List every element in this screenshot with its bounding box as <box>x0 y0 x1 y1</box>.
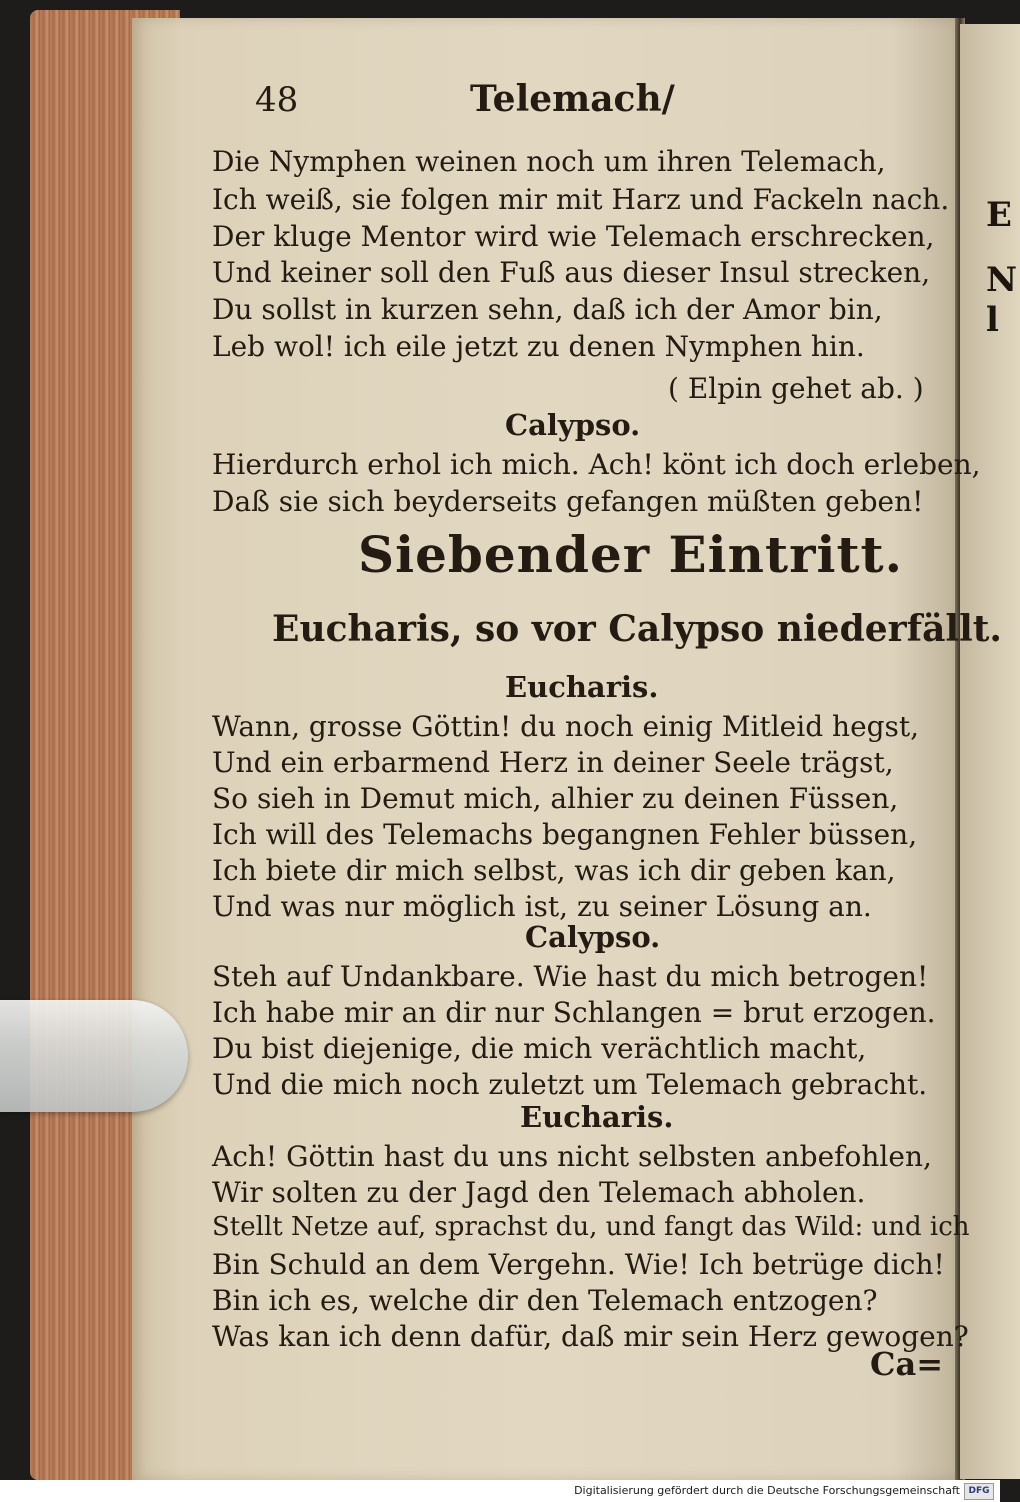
speaker-name: Eucharis. <box>520 1100 674 1134</box>
verse-line: Daß sie sich beyderseits gefangen müßten geben! <box>212 485 924 518</box>
speaker-name: Eucharis. <box>505 670 659 704</box>
running-title: Telemach/ <box>470 78 675 120</box>
facing-page-fragment: E <box>986 195 1012 235</box>
verse-line: Stellt Netze auf, sprachst du, und fangt das Wild: und ich <box>212 1212 970 1242</box>
facing-page <box>960 24 1020 1479</box>
facing-page-fragment: N <box>986 260 1018 300</box>
verse-line: Ich biete dir mich selbst, was ich dir geben kan, <box>212 854 896 887</box>
catchword: Ca= <box>870 1345 944 1383</box>
verse-line: So sieh in Demut mich, alhier zu deinen Füssen, <box>212 782 899 815</box>
verse-line: Der kluge Mentor wird wie Telemach erschrecken, <box>212 220 935 253</box>
verse-line: Und was nur möglich ist, zu seiner Lösung an. <box>212 890 872 923</box>
verse-line: Ach! Göttin hast du uns nicht selbsten anbefohlen, <box>212 1140 932 1173</box>
verse-line: Wann, grosse Göttin! du noch einig Mitleid hegst, <box>212 710 920 743</box>
speaker-name: Calypso. <box>505 408 641 442</box>
verse-line: Bin ich es, welche dir den Telemach entzogen? <box>212 1284 878 1317</box>
verse-line: Leb wol! ich eile jetzt zu denen Nymphen hin. <box>212 330 865 363</box>
scene-subheading: Eucharis, so vor Calypso niederfällt. <box>272 608 1002 650</box>
verse-line: Und ein erbarmend Herz in deiner Seele trägst, <box>212 746 894 779</box>
verse-line: Hierdurch erhol ich mich. Ach! könt ich doch erleben, <box>212 448 981 481</box>
verse-line: Ich will des Telemachs begangnen Fehler büssen, <box>212 818 918 851</box>
verse-line: Du bist diejenige, die mich verächtlich macht, <box>212 1032 867 1065</box>
verse-line: Und keiner soll den Fuß aus dieser Insul strecken, <box>212 256 931 289</box>
verse-line: Bin Schuld an dem Vergehn. Wie! Ich betrüge dich! <box>212 1248 945 1281</box>
verse-line: Und die mich noch zuletzt um Telemach gebracht. <box>212 1068 928 1101</box>
funding-credit: Digitalisierung gefördert durch die Deutsche Forschungsgemeinschaft <box>574 1484 960 1497</box>
page-number: 48 <box>255 80 299 120</box>
verse-line: Ich weiß, sie folgen mir mit Harz und Fackeln nach. <box>212 183 950 216</box>
page-weight-ruler <box>0 1000 188 1112</box>
facing-page-fragment: l <box>986 300 999 340</box>
stage-direction: ( Elpin gehet ab. ) <box>668 372 924 405</box>
scene-heading: Siebender Eintritt. <box>358 525 904 584</box>
verse-line: Du sollst in kurzen sehn, daß ich der Amor bin, <box>212 293 883 326</box>
verse-line: Wir solten zu der Jagd den Telemach abholen. <box>212 1176 866 1209</box>
verse-line: Steh auf Undankbare. Wie hast du mich betrogen! <box>212 960 929 993</box>
verse-line: Was kan ich denn dafür, daß mir sein Herz gewogen? <box>212 1320 969 1353</box>
footer-bar <box>0 1480 1000 1502</box>
speaker-name: Calypso. <box>525 920 661 954</box>
dfg-logo: DFG <box>964 1483 994 1500</box>
verse-line: Ich habe mir an dir nur Schlangen = brut erzogen. <box>212 996 936 1029</box>
verse-line: Die Nymphen weinen noch um ihren Telemach, <box>212 145 886 178</box>
